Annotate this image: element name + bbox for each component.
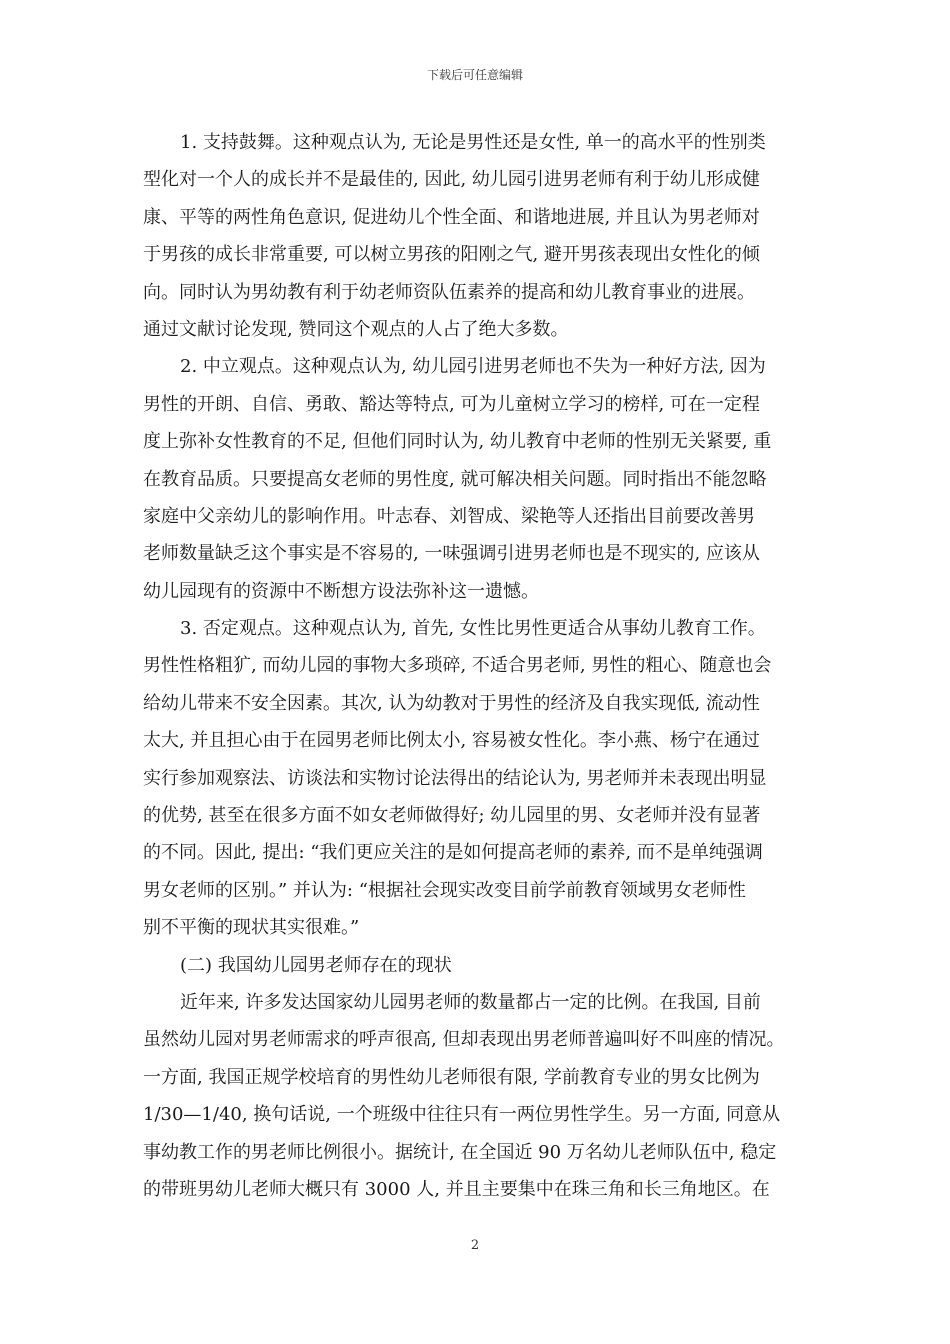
text-line: 给幼儿带来不安全因素。其次, 认为幼教对于男性的经济及自我实现低, 流动性: [143, 692, 760, 714]
text-line: 的不同。因此, 提出: “我们更应关注的是如何提高老师的素养, 而不是单纯强调: [143, 842, 763, 864]
page-number: 2: [470, 1238, 480, 1253]
text-line: 老师数量缺乏这个事实是不容易的, 一味强调引进男老师也是不现实的, 应该从: [143, 543, 760, 565]
text-line: 虽然幼儿园对男老师需求的呼声很高, 但却表现出男老师普遍叫好不叫座的情况。: [143, 1029, 785, 1051]
text-line: 事幼教工作的男老师比例很小。据统计, 在全国近 90 万名幼儿老师队伍中, 稳定: [143, 1141, 777, 1163]
text-line: 实行参加观察法、访谈法和实物讨论法得出的结论认为, 男老师并未表现出明显: [143, 767, 767, 789]
text-line: 康、平等的两性角色意识, 促进幼儿个性全面、和谐地进展, 并且认为男老师对: [143, 206, 760, 228]
text-line: 男性的开朗、自信、勇敢、豁达等特点, 可为儿童树立学习的榜样, 可在一定程: [143, 393, 760, 415]
text-line: 近年来, 许多发达国家幼儿园男老师的数量都占一定的比例。在我国, 目前: [180, 991, 761, 1013]
text-line: 3. 否定观点。这种观点认为, 首先, 女性比男性更适合从事幼儿教育工作。: [180, 618, 766, 640]
text-line: 的带班男幼儿老师大概只有 3000 人, 并且主要集中在珠三角和长三角地区。在: [143, 1178, 770, 1200]
text-line: 太大, 并且担心由于在园男老师比例太小, 容易被女性化。李小燕、杨宁在通过: [143, 730, 760, 752]
text-line: 别不平衡的现状其实很难。”: [143, 917, 360, 939]
text-line: 幼儿园现有的资源中不断想方设法弥补这一遗憾。: [143, 580, 539, 602]
section-heading: (二) 我国幼儿园男老师存在的现状: [180, 954, 452, 976]
text-line: 2. 中立观点。这种观点认为, 幼儿园引进男老师也不失为一种好方法, 因为: [180, 356, 766, 378]
text-line: 在教育品质。只要提高女老师的男性度, 就可解决相关问题。同时指出不能忽略: [143, 468, 767, 490]
text-line: 一方面, 我国正规学校培育的男性幼儿老师很有限, 学前教育专业的男女比例为: [143, 1066, 760, 1088]
document-body: [143, 124, 809, 1208]
text-line: 度上弥补女性教育的不足, 但他们同时认为, 幼儿教育中老师的性别无关紧要, 重: [143, 431, 772, 453]
text-line: 向。同时认为男幼教有利于幼老师资队伍素养的提高和幼儿教育事业的进展。: [143, 281, 755, 303]
text-line: 通过文献讨论发现, 赞同这个观点的人占了绝大多数。: [143, 318, 569, 340]
page-header: 下载后可任意编辑: [426, 68, 523, 82]
text-line: 男性性格粗犷, 而幼儿园的事物大多琐碎, 不适合男老师, 男性的粗心、随意也会: [143, 655, 772, 677]
text-line: 男女老师的区别。” 并认为: “根据社会现实改变目前学前教育领域男女老师性: [143, 879, 746, 901]
text-line: 型化对一个人的成长并不是最佳的, 因此, 幼儿园引进男老师有利于幼儿形成健: [143, 169, 760, 191]
text-line: 1. 支持鼓舞。这种观点认为, 无论是男性还是女性, 单一的高水平的性别类: [180, 132, 766, 153]
text-line: 于男孩的成长非常重要, 可以树立男孩的阳刚之气, 避开男孩表现出女性化的倾: [143, 244, 760, 266]
text-line: 1/30—1/40, 换句话说, 一个班级中往往只有一两位男性学生。另一方面, 同意从: [143, 1104, 781, 1126]
text-line: 家庭中父亲幼儿的影响作用。叶志春、刘智成、梁艳等人还指出目前要改善男: [143, 505, 755, 527]
text-line: 的优势, 甚至在很多方面不如女老师做得好; 幼儿园里的男、女老师并没有显著: [143, 805, 761, 827]
